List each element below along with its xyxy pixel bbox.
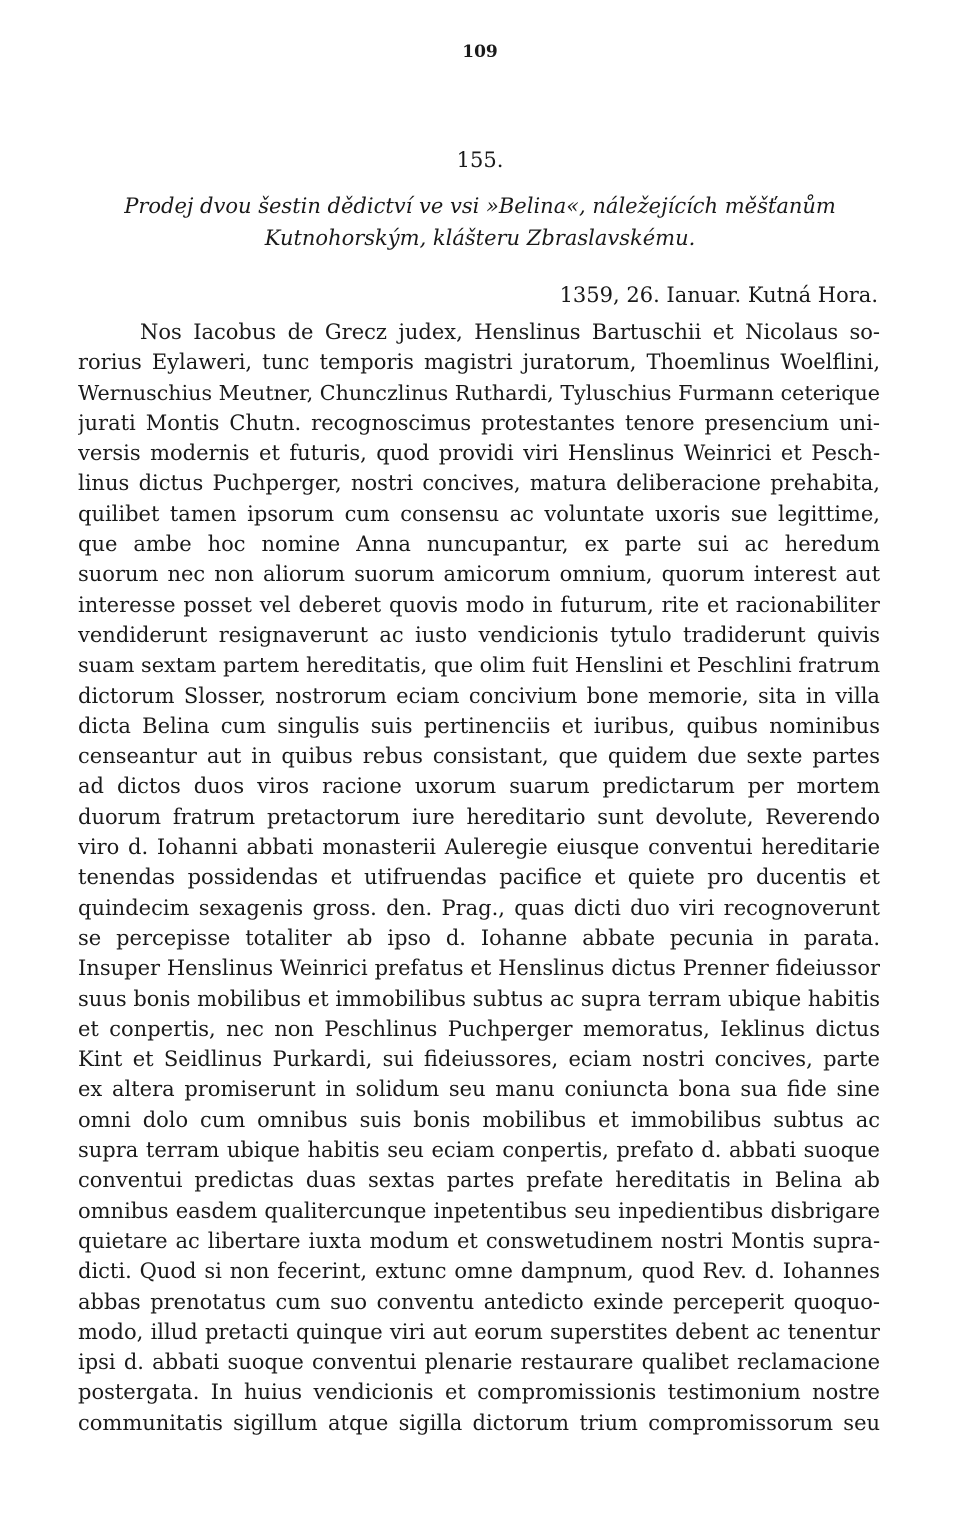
body-line: Nos Iacobus de Grecz judex, Henslinus Bartuschii et Nicolaus so- <box>140 320 880 344</box>
body-line: suorum nec non aliorum suorum amicorum omnium, quorum interest aut <box>78 562 880 587</box>
body-line: et conpertis, nec non Peschlinus Puchperger memoratus, Ieklinus dictus <box>78 1016 880 1041</box>
body-line: omnibus easdem qualitercunque inpetentibus seu inpedientibus disbrigare <box>78 1198 880 1223</box>
body-line: communitatis sigillum atque sigilla dictorum trium compromissorum seu <box>78 1410 880 1435</box>
body-line: dicta Belina cum singulis suis pertinenciis et iuribus, quibus nominibus <box>78 713 880 738</box>
body-line: abbas prenotatus cum suo conventu antedicto exinde perceperit quoquo- <box>78 1289 880 1314</box>
body-line: Kint et Seidlinus Purkardi, sui fideiussores, eciam nostri concives, parte <box>78 1047 880 1072</box>
body-line: linus dictus Puchperger, nostri concives, matura deliberacione prehabita, <box>78 471 880 496</box>
body-line: suam sextam partem hereditatis, que olim fuit Henslini et Peschlini fratrum <box>78 653 880 678</box>
body-line: quietare ac libertare iuxta modum et conswetudinem nostri Montis supra- <box>78 1228 880 1253</box>
body-line: ipsi d. abbati suoque conventui plenarie restaurare qualibet reclamacione <box>78 1350 880 1375</box>
heading-line-2: Kutnohorským, klášteru Zbraslavskému. <box>264 226 696 250</box>
body-line: dictorum Slosser, nostrorum eciam concivium bone memorie, sita in villa <box>78 683 880 708</box>
body-line: vendiderunt resignaverunt ac iusto vendicionis tytulo tradiderunt quivis <box>78 622 880 647</box>
body-line: quindecim sexagenis gross. den. Prag., quas dicti duo viri recognoverunt <box>78 895 880 920</box>
body-line: omni dolo cum omnibus suis bonis mobilibus et immobilibus subtus ac <box>78 1107 880 1132</box>
body-line: se percepisse totaliter ab ipso d. Iohanne abbate pecunia in parata. <box>78 925 880 950</box>
body-line: censeantur aut in quibus rebus consistant, que quidem due sexte partes <box>78 744 880 769</box>
heading-line-1: Prodej dvou šestin dědictví ve vsi »Belina«, náležejících měšťanům <box>124 194 836 218</box>
body-line: jurati Montis Chutn. recognoscimus protestantes tenore presencium uni- <box>78 410 880 435</box>
body-line: versis modernis et futuris, quod providi viri Henslinus Weinrici et Pesch- <box>78 441 880 466</box>
body-line: dicti. Quod si non fecerint, extunc omne dampnum, quod Rev. d. Iohannes <box>78 1259 880 1284</box>
body-line: quilibet tamen ipsorum cum consensu ac voluntate uxoris sue legittime, <box>78 501 880 526</box>
body-line: interesse posset vel deberet quovis modo in futurum, rite et racionabiliter <box>78 592 880 617</box>
body-line: duorum fratrum pretactorum iure hereditario sunt devolute, Reverendo <box>78 804 880 829</box>
body-line: que ambe hoc nomine Anna nuncupantur, ex parte sui ac heredum <box>78 532 880 557</box>
body-line: viro d. Iohanni abbati monasterii Auleregie eiusque conventui hereditarie <box>78 835 880 860</box>
body-line: tenendas possidendas et utifruendas pacifice et quiete pro ducentis et <box>78 865 880 890</box>
document-heading <box>60 190 900 254</box>
body-line: Wernuschius Meutner, Chunczlinus Ruthardi, Tyluschius Furmann ceterique <box>78 380 880 405</box>
dateline: 1359, 26. Ianuar. Kutná Hora. <box>559 283 878 307</box>
page-number: 109 <box>462 42 498 62</box>
body-line: ad dictos duos viros racione uxorum suarum predictarum per mortem <box>78 774 880 799</box>
body-line: postergata. In huius vendicionis et compromissionis testimonium nostre <box>78 1380 880 1405</box>
body-line: suus bonis mobilibus et immobilibus subtus ac supra terram ubique habitis <box>78 986 880 1011</box>
body-line: modo, illud pretacti quinque viri aut eorum superstites debent ac tenentur <box>78 1319 880 1344</box>
body-line: rorius Eylaweri, tunc temporis magistri juratorum, Thoemlinus Woelflini, <box>78 350 880 375</box>
body-line: Insuper Henslinus Weinrici prefatus et Henslinus dictus Prenner fideiussor <box>78 956 880 981</box>
body-line: conventui predictas duas sextas partes prefate hereditatis in Belina ab <box>78 1168 880 1193</box>
body-line: supra terram ubique habitis seu eciam conpertis, prefato d. abbati suoque <box>78 1138 880 1163</box>
body-line: ex altera promiserunt in solidum seu manu coniuncta bona sua fide sine <box>78 1077 880 1102</box>
body-text <box>78 317 880 1438</box>
document-number: 155. <box>456 148 504 172</box>
